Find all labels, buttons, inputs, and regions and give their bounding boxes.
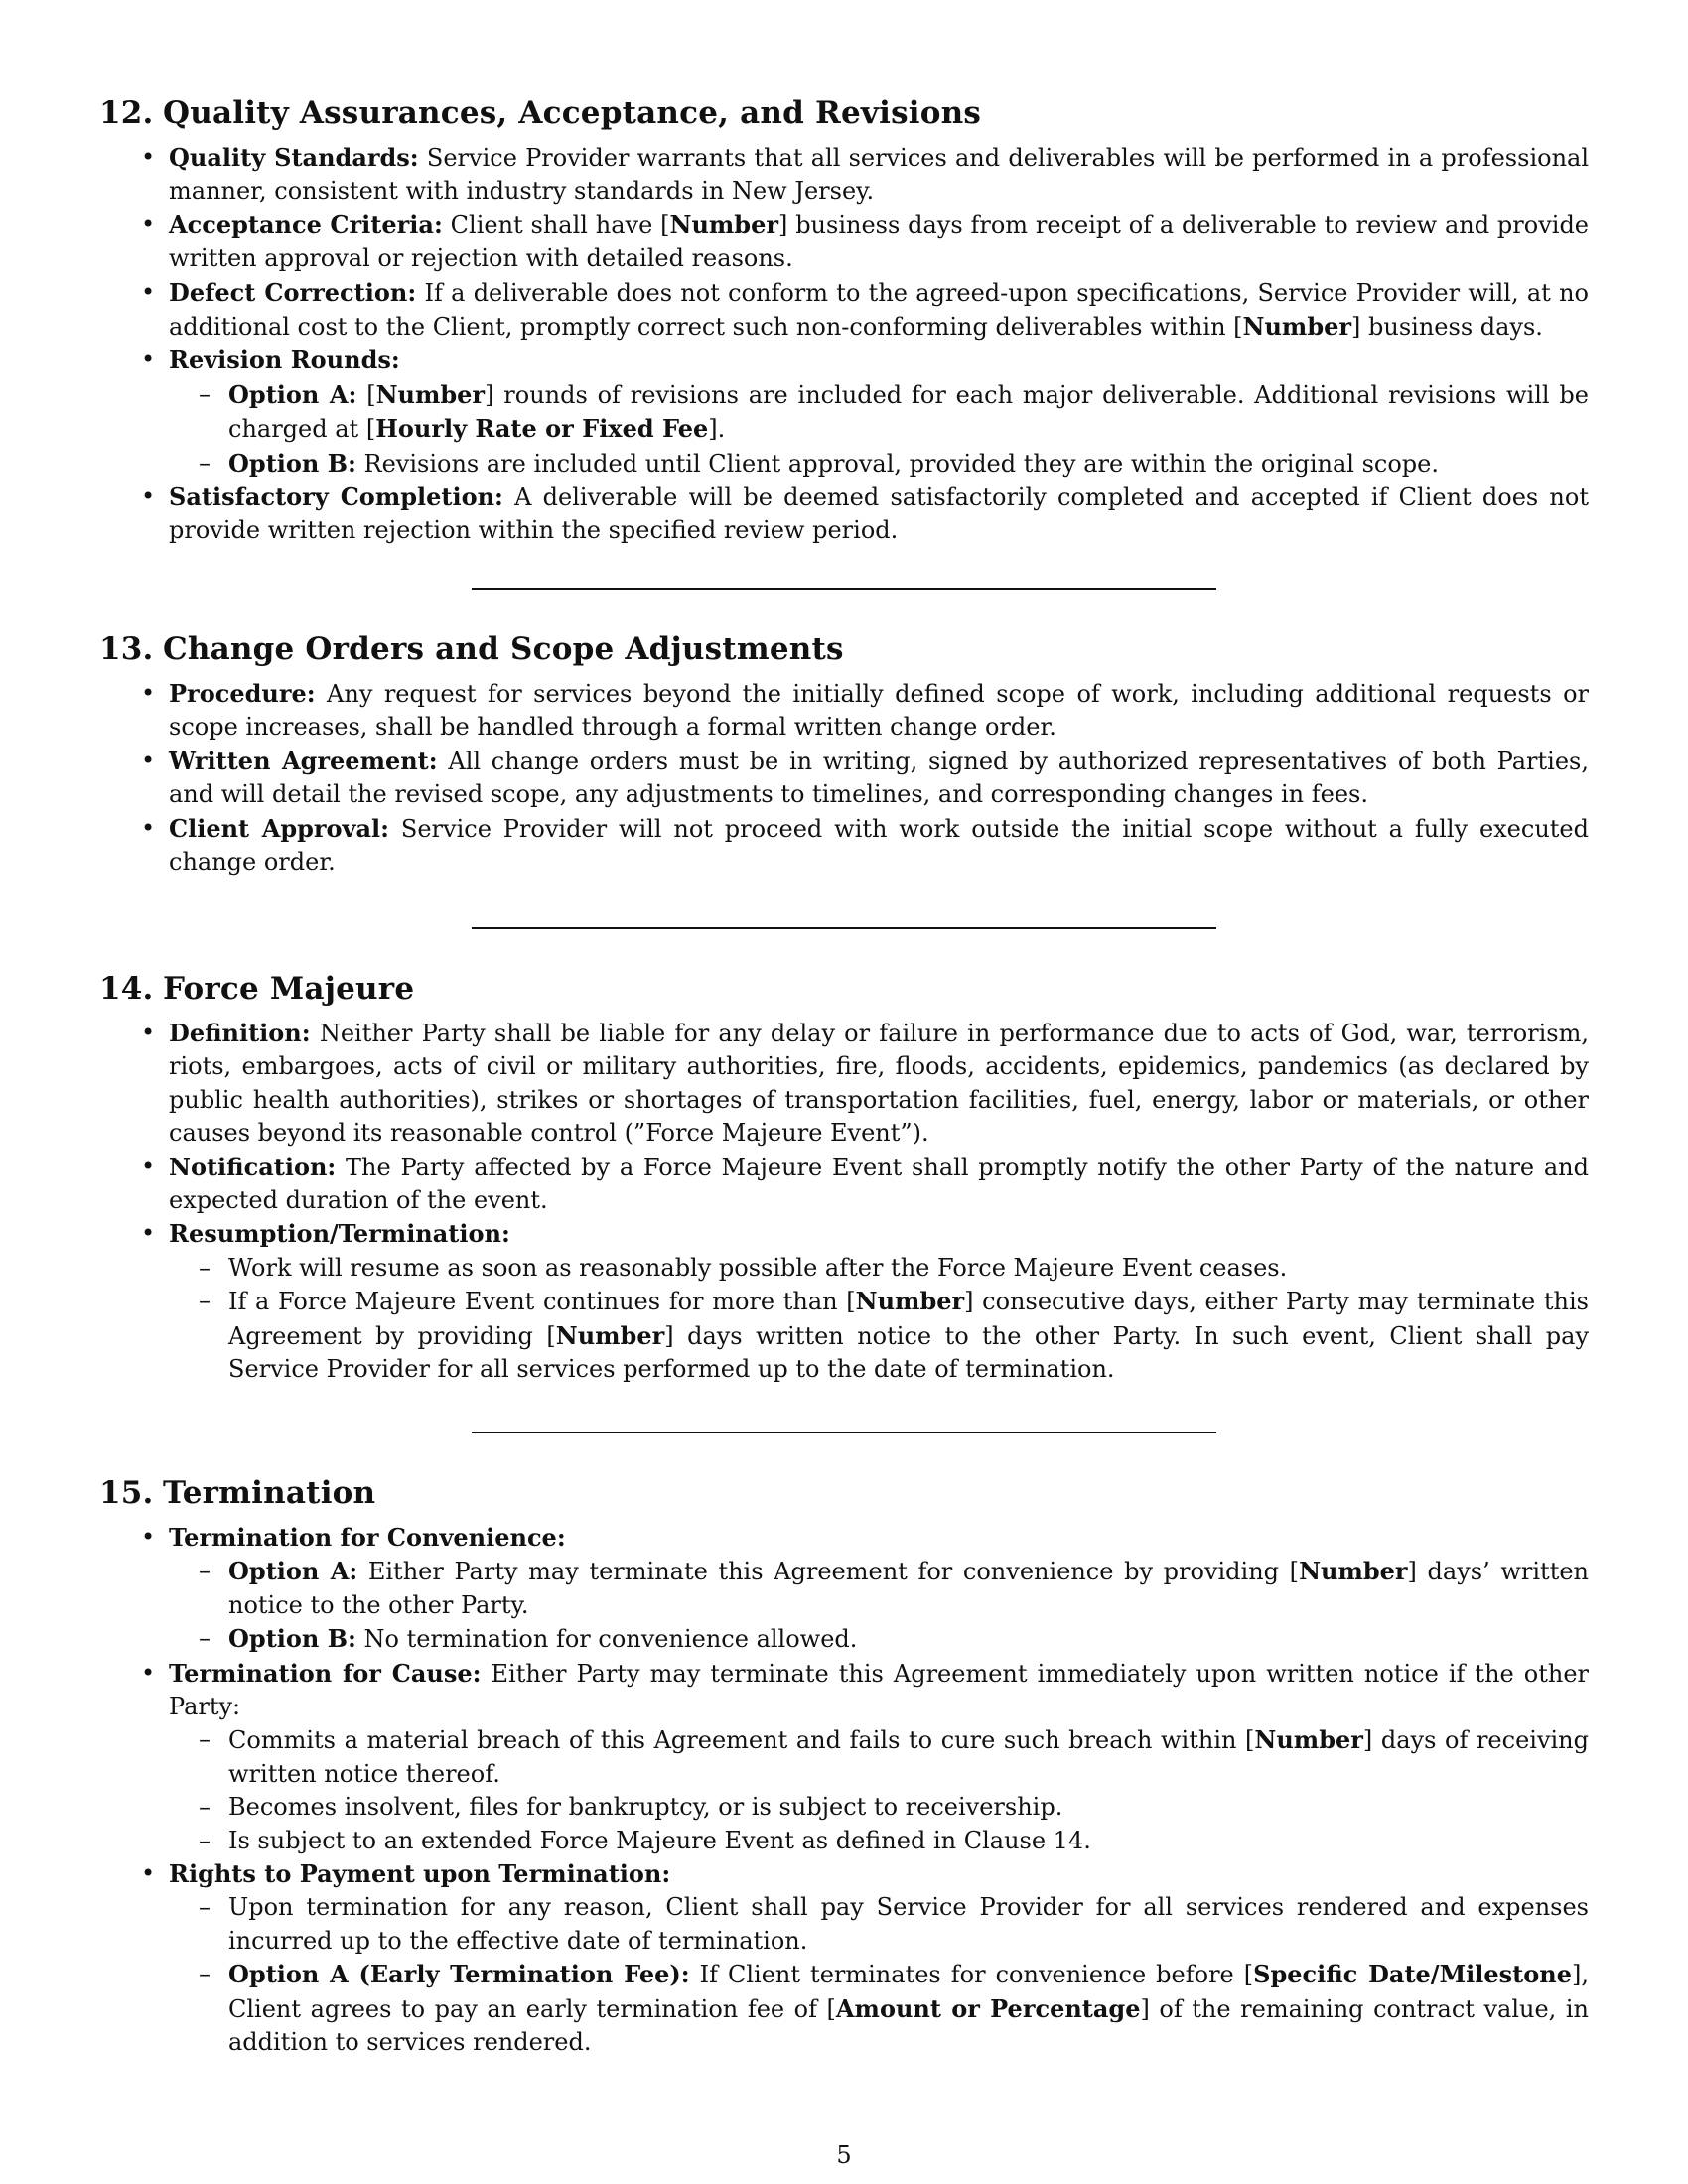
clause-text: The Party affected by a Force Majeure Event shall promptly notify the other Party of the nature and expected duration of the event. xyxy=(169,1153,1589,1215)
clause-item xyxy=(169,208,1589,276)
section-divider xyxy=(472,927,1216,929)
clause-text: If Client terminates for convenience before [ xyxy=(699,1961,1254,1989)
clause-text: ] business days from receipt of a deliverable to review and provide written approval or rejection with detailed reasons. xyxy=(169,210,1590,273)
clause-text: If a Force Majeure Event continues for more than [ xyxy=(228,1288,856,1316)
clause-label: Termination for Convenience: xyxy=(169,1523,566,1552)
placeholder-field: Number xyxy=(669,209,778,239)
clause-text: [ xyxy=(366,380,376,409)
clause-label: Definition: xyxy=(169,1019,311,1047)
subclause-list xyxy=(169,1723,1589,1857)
subclause-item xyxy=(228,1958,1589,2059)
clause-label: Procedure: xyxy=(169,679,316,708)
subclause-item xyxy=(228,1791,1589,1824)
subclause-label: Option B: xyxy=(228,1624,356,1654)
clause-text: Work will resume as soon as reasonably possible after the Force Majeure Event ceases. xyxy=(228,1253,1288,1282)
clause-text: ] business days. xyxy=(1351,313,1543,341)
section-title: Termination xyxy=(163,1475,376,1511)
subclause-list xyxy=(169,378,1589,480)
clause-text: If a deliverable does not conform to the agreed-upon specifications, Service Provider will, at no additional cost to the Client, promptly correct such non-conforming deliverables within [ xyxy=(169,278,1589,341)
section-heading xyxy=(99,963,1589,1015)
section-number: 15. xyxy=(99,1475,154,1511)
section-divider xyxy=(472,1432,1216,1433)
subclause-label: Option B: xyxy=(228,448,356,478)
clause-text: Service Provider warrants that all services and deliverables will be performed in a professional manner, consistent with industry standards in New Jersey. xyxy=(169,144,1590,205)
clause-text: ] days of receiving written notice thereof. xyxy=(228,1726,1589,1788)
section-title: Quality Assurances, Acceptance, and Revisions xyxy=(163,95,981,131)
clause-text: Either Party may terminate this Agreement immediately upon written notice if the other Party: xyxy=(169,1659,1590,1721)
clause-text: ] consecutive days, either Party may terminate this Agreement by providing [ xyxy=(228,1288,1589,1350)
clause-text: ], Client agrees to pay an early termination fee of [ xyxy=(228,1961,1589,2023)
section-13 xyxy=(99,623,1589,879)
clause-label: Termination for Cause: xyxy=(169,1658,482,1688)
subclause-list xyxy=(169,1555,1589,1656)
clause-item xyxy=(169,677,1589,745)
clause-text: All change orders must be in writing, signed by authorized representatives of both Parties, and will detail the revised scope, any adjustments to timelines, and corresponding changes in fees. xyxy=(169,747,1589,809)
clause-text: A deliverable will be deemed satisfactorily completed and accepted if Client does not provide written rejection within the specified review period. xyxy=(169,483,1589,545)
section-title: Force Majeure xyxy=(163,971,415,1007)
page-content xyxy=(99,87,1590,2057)
subclause-list xyxy=(169,1252,1589,1387)
placeholder-field: Number xyxy=(1254,1725,1363,1755)
placeholder-field: Number xyxy=(375,379,486,409)
placeholder-field: Specific Date/Milestone xyxy=(1253,1960,1572,1989)
section-heading xyxy=(99,1467,1589,1519)
clause-text: Service Provider will not proceed with work outside the initial scope without a fully executed change order. xyxy=(169,814,1589,877)
subclause-item xyxy=(228,1285,1589,1386)
subclause-item xyxy=(228,1825,1589,1857)
clause-label: Acceptance Criteria: xyxy=(169,209,443,239)
clause-item xyxy=(169,480,1589,548)
clause-label: Resumption/Termination: xyxy=(169,1219,510,1249)
subclause-item xyxy=(228,1723,1589,1791)
clause-item xyxy=(169,276,1589,344)
placeholder-field: Number xyxy=(855,1287,965,1316)
section-number: 13. xyxy=(99,631,154,667)
clause-label: Quality Standards: xyxy=(169,143,419,172)
clause-item xyxy=(169,1657,1589,1857)
section-number: 12. xyxy=(99,95,154,131)
clause-text: Commits a material breach of this Agreement and fails to cure such breach within [ xyxy=(228,1726,1255,1755)
clause-item xyxy=(169,343,1589,480)
subclause-item xyxy=(228,447,1589,480)
subclause-label: Option A: xyxy=(228,1557,358,1586)
clause-list xyxy=(99,677,1589,879)
clause-item xyxy=(169,141,1589,208)
clause-text: Either Party may terminate this Agreement for convenience by providing [ xyxy=(367,1558,1300,1586)
clause-text: Neither Party shall be liable for any delay or failure in performance due to acts of God, war, terrorism, riots, embargoes, acts of civil or military authorities, fire, floods, accidents, epidemics, pandemics (as declared by public health authorities), strikes or shortages of transportation facilities, fuel, energy, labor or materials, or other causes beyond its reasonable control (”Force Majeure Event”). xyxy=(169,1020,1589,1148)
clause-text: ] days written notice to the other Party. In such event, Client shall pay Service Provider for all services performed up to the date of termination. xyxy=(228,1321,1589,1384)
clause-label: Client Approval: xyxy=(169,813,390,843)
clause-label: Rights to Payment upon Termination: xyxy=(169,1859,671,1889)
subclause-label: Option A: xyxy=(228,379,357,409)
clause-text: Revisions are included until Client approval, provided they are within the original scope. xyxy=(363,449,1439,478)
clause-text: ] days’ written notice to the other Party. xyxy=(228,1558,1590,1619)
placeholder-field: Number xyxy=(555,1320,665,1350)
clause-label: Revision Rounds: xyxy=(169,345,400,375)
clause-label: Defect Correction: xyxy=(169,277,417,307)
clause-item xyxy=(169,745,1589,812)
section-15 xyxy=(99,1467,1589,2060)
clause-label: Satisfactory Completion: xyxy=(169,482,503,512)
section-heading xyxy=(99,623,1589,675)
section-14 xyxy=(99,963,1589,1386)
section-divider xyxy=(472,588,1216,590)
section-heading xyxy=(99,87,1589,139)
clause-list xyxy=(99,141,1589,548)
placeholder-field: Amount or Percentage xyxy=(835,1993,1141,2023)
clause-list xyxy=(99,1521,1589,2060)
subclause-item xyxy=(228,378,1589,447)
clause-item xyxy=(169,1521,1589,1657)
subclause-item xyxy=(228,1252,1589,1285)
clause-item xyxy=(169,812,1589,880)
placeholder-field: Number xyxy=(1299,1557,1408,1586)
clause-text: Upon termination for any reason, Client shall pay Service Provider for all services rendered and expenses incurred up to the effective date of termination. xyxy=(228,1893,1589,1955)
clause-label: Written Agreement: xyxy=(169,746,438,775)
clause-text: Client shall have [ xyxy=(450,210,670,239)
section-number: 14. xyxy=(99,971,154,1007)
clause-item xyxy=(169,1151,1589,1218)
subclause-item xyxy=(228,1555,1589,1622)
clause-text: ] rounds of revisions are included for each major deliverable. Additional revisions will be charged at [ xyxy=(228,380,1589,444)
section-title: Change Orders and Scope Adjustments xyxy=(163,631,844,667)
subclause-list xyxy=(169,1891,1589,2059)
clause-text: Any request for services beyond the initially defined scope of work, including additional requests or scope increases, shall be handled through a formal written change order. xyxy=(169,680,1589,742)
placeholder-field: Number xyxy=(1242,312,1352,341)
clause-text: No termination for convenience allowed. xyxy=(363,1625,858,1654)
clause-item xyxy=(169,1217,1589,1386)
placeholder-field: Hourly Rate or Fixed Fee xyxy=(375,414,709,444)
clause-label: Notification: xyxy=(169,1152,337,1181)
clause-text: Is subject to an extended Force Majeure Event as defined in Clause 14. xyxy=(228,1826,1091,1854)
subclause-label: Option A (Early Termination Fee): xyxy=(228,1960,690,1989)
clause-text: Becomes insolvent, files for bankruptcy, or is subject to receivership. xyxy=(228,1793,1063,1822)
clause-text: ]. xyxy=(708,415,726,444)
page-number: 5 xyxy=(836,2141,852,2169)
subclause-item xyxy=(228,1891,1589,1958)
clause-text: ] of the remaining contract value, in addition to services rendered. xyxy=(228,1994,1590,2057)
clause-list xyxy=(99,1017,1589,1386)
clause-item xyxy=(169,1857,1589,2059)
section-12 xyxy=(99,87,1589,548)
clause-item xyxy=(169,1017,1589,1151)
subclause-item xyxy=(228,1622,1589,1656)
